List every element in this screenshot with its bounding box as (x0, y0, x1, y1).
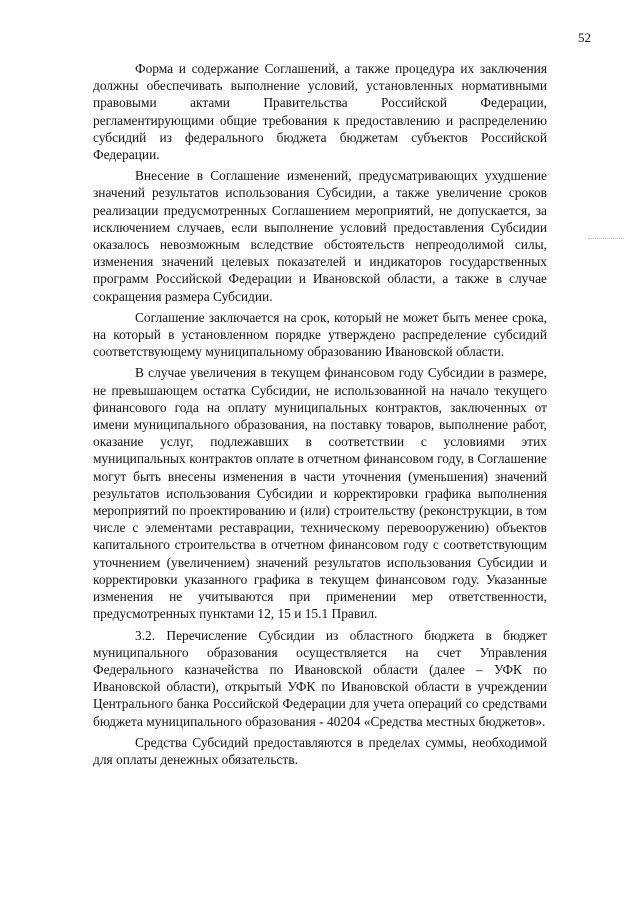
paragraph-funds-limit: Средства Субсидий предоставляются в пределах суммы, необходимой для оплаты денежных обязательств. (93, 734, 547, 767)
paragraph-agreement-form: Форма и содержание Соглашений, а также процедура их заключения должны обеспечивать выполнение условий, установленных нормативными правовыми актами Правительства Российской Федерации, регламентирующими общие требования к предоставлению и распределению субсидий из федерального бюджета бюджетам субъектов Российской Федерации. (93, 61, 547, 163)
scan-artifact (588, 238, 624, 241)
document-body (93, 60, 547, 772)
paragraph-agreement-changes: Внесение в Соглашение изменений, предусматривающих ухудшение значений результатов использования Субсидии, а также увеличение сроков реализации предусмотренных Соглашением мероприятий, не допускается, за исключением случаев, если выполнение условий предоставления Субсидии оказалось невозможным вследствие обстоятельств непреодолимой силы, изменения значений целевых показателей и индикаторов государственных программ Российской Федерации и Ивановской области, а также в случае сокращения размера Субсидии. (93, 168, 547, 304)
page-number: 52 (578, 30, 591, 45)
paragraph-transfer-3-2: 3.2. Перечисление Субсидии из областного бюджета в бюджет муниципального образования осуществляется на счет Управления Федерального казначейства по Ивановской области (далее – УФК по Ивановской области), открытый УФК по Ивановской области в учреждении Центрального банка Российской Федерации для учета операций со средствами бюджета муниципального образования - 40204 «Средства местных бюджетов». (93, 627, 547, 729)
paragraph-subsidy-increase: В случае увеличения в текущем финансовом году Субсидии в размере, не превышающем остатка Субсидии, не использованной на начало текущего финансового года на оплату муниципальных контрактов, заключенных от имени муниципального образования, на поставку товаров, выполнение работ, оказание услуг, подлежавших в соответствии с условиями этих муниципальных контрактов оплате в отчетном финансовом году, в Соглашение могут быть внесены изменения в части уточнения (уменьшения) значений результатов использования Субсидии и корректировки графика выполнения мероприятий по проектированию и (или) строительству (реконструкции, в том числе с элементами реставрации, техническому перевооружению) объектов капитального строительства в отчетном финансовом году с соответствующим уточнением (увеличением) значений результатов использования Субсидии и корректировки указанного графика в текущем финансовом году. Указанные изменения не учитываются при применении мер ответственности, предусмотренных пунктами 12, 15 и 15.1 Правил. (93, 365, 547, 622)
paragraph-agreement-term: Соглашение заключается на срок, который не может быть менее срока, на который в установленном порядке утверждено распределение субсидий соответствующему муниципальному образованию Ивановской области. (93, 309, 547, 360)
